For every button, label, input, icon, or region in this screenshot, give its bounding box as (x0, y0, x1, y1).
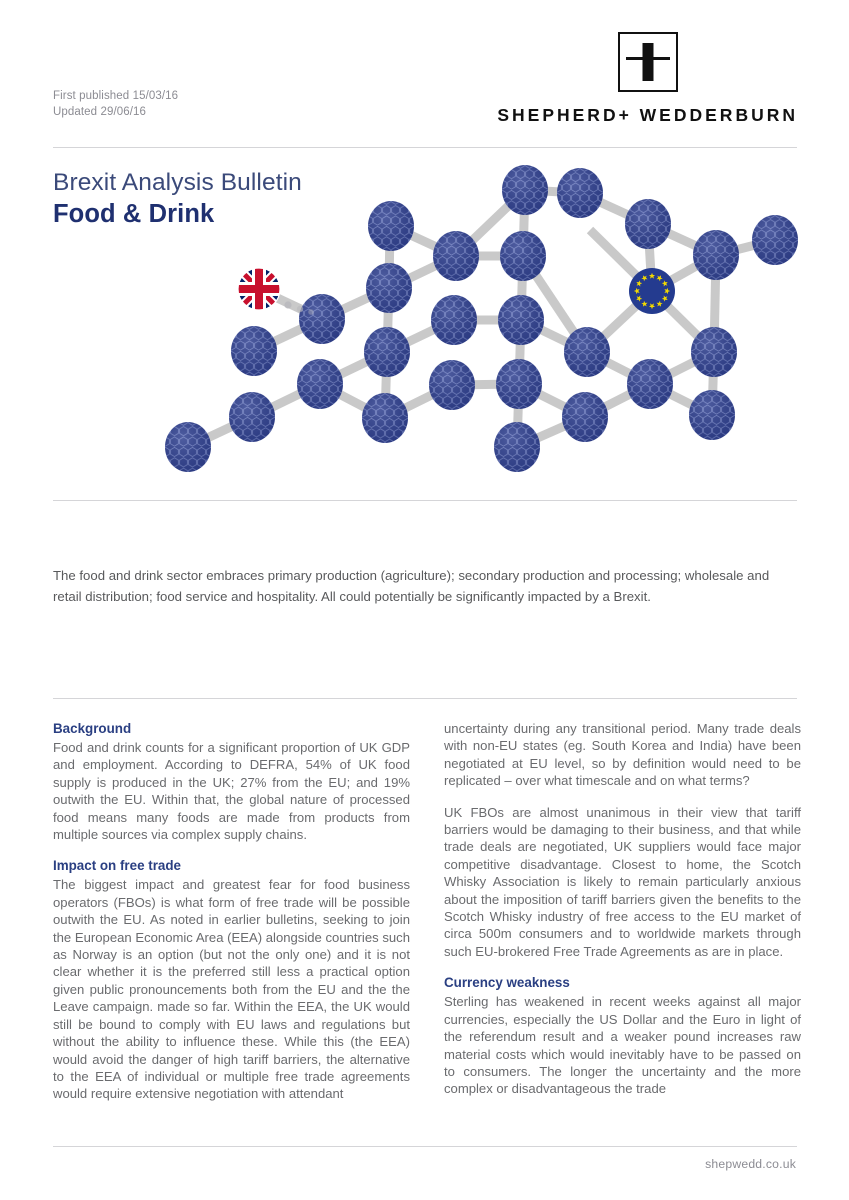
heading-impact-on-free-trade: Impact on free trade (53, 858, 181, 874)
updated-date: Updated 29/06/16 (53, 106, 147, 118)
divider-below-graphic (53, 500, 797, 501)
paragraph-uk-fbos: UK FBOs are almost unanimous in their view that tariff barriers would be damaging to their business, and that while trade deals are negotiated, UK suppliers would face major competitive disadvantage. Closest to home, the Scotch Whisky Association is likely to remain particularly anxious about the imposition of tariff barriers given the benefits to the Scotch Whisky industry of free access to the EU market of circa 500m consumers and to worldwide markets through such EU-brokered Free Trade Agreements as are in place. (444, 804, 801, 959)
eu-uk-network-diagram (0, 0, 849, 500)
bulletin-topic-title: Food & Drink (53, 200, 215, 228)
bulletin-series-title: Brexit Analysis Bulletin (53, 169, 302, 196)
paragraph-currency-weakness: Sterling has weakened in recent weeks against all major currencies, especially the US Dollar and the Euro in light of the referendum result and a weaker pound increases raw material costs which would inevitably have to be passed on to consumers. The longer the uncertainty and the more complex or disadvantageous the trade (444, 994, 801, 1097)
paragraph-continuation: uncertainty during any transitional period. Many trade deals with non-EU states (eg. South Korea and India) have been negotiated at EU level, so by definition would need to be replicated – over what timescale and on what terms? (444, 721, 801, 789)
paragraph-free-trade: The biggest impact and greatest fear for food business operators (FBOs) is what form of free trade will be possible outwith the EU. As noted in earlier bulletins, seeking to join the European Economic Area (EEA) alongside countries such as Norway is an option (but not the only one) and it is not clear whether it is the preferred still less a practical option given public pronouncements both from the EU and the the Leave campaign. made so far. Within the EEA, the UK would still be bound to comply with EU laws and regulations but without the ability to influence these. While this (the EEA) would avoid the danger of high tariff barriers, the alternative to the EEA of individual or multiple free trade agreements would require extensive negotiation with attendant (53, 877, 410, 1102)
left-column (53, 720, 410, 1135)
first-published-date: First published 15/03/16 (53, 90, 179, 102)
page-title (53, 168, 302, 230)
heading-background: Background (53, 721, 132, 736)
brand-name: SHEPHERD+ WEDDERBURN (497, 105, 798, 125)
intro-paragraph: The food and drink sector embraces primary production (agriculture); secondary production and processing; wholesale and retail distribution; food service and hospitality. All could potentially be significantly impacted by a Brexit. (53, 568, 770, 604)
article-columns (53, 720, 801, 1135)
divider-footer (53, 1146, 797, 1147)
heading-currency-weakness: Currency weakness (444, 975, 570, 991)
footer-website[interactable]: shepwedd.co.uk (705, 1157, 796, 1171)
right-column (444, 720, 801, 1135)
divider-above-columns (53, 698, 797, 699)
eu-flag-node-icon (629, 268, 675, 314)
uk-flag-node-icon (238, 268, 280, 310)
paragraph-background: Food and drink counts for a significant proportion of UK GDP and employment. According to DEFRA, 54% of UK food supply is produced in the UK; 27% from the EU; and 19% outwith the EU. Within that, the global nature of processed food means many foods are made from products from multiple sources via complex supply chains. (53, 740, 410, 843)
